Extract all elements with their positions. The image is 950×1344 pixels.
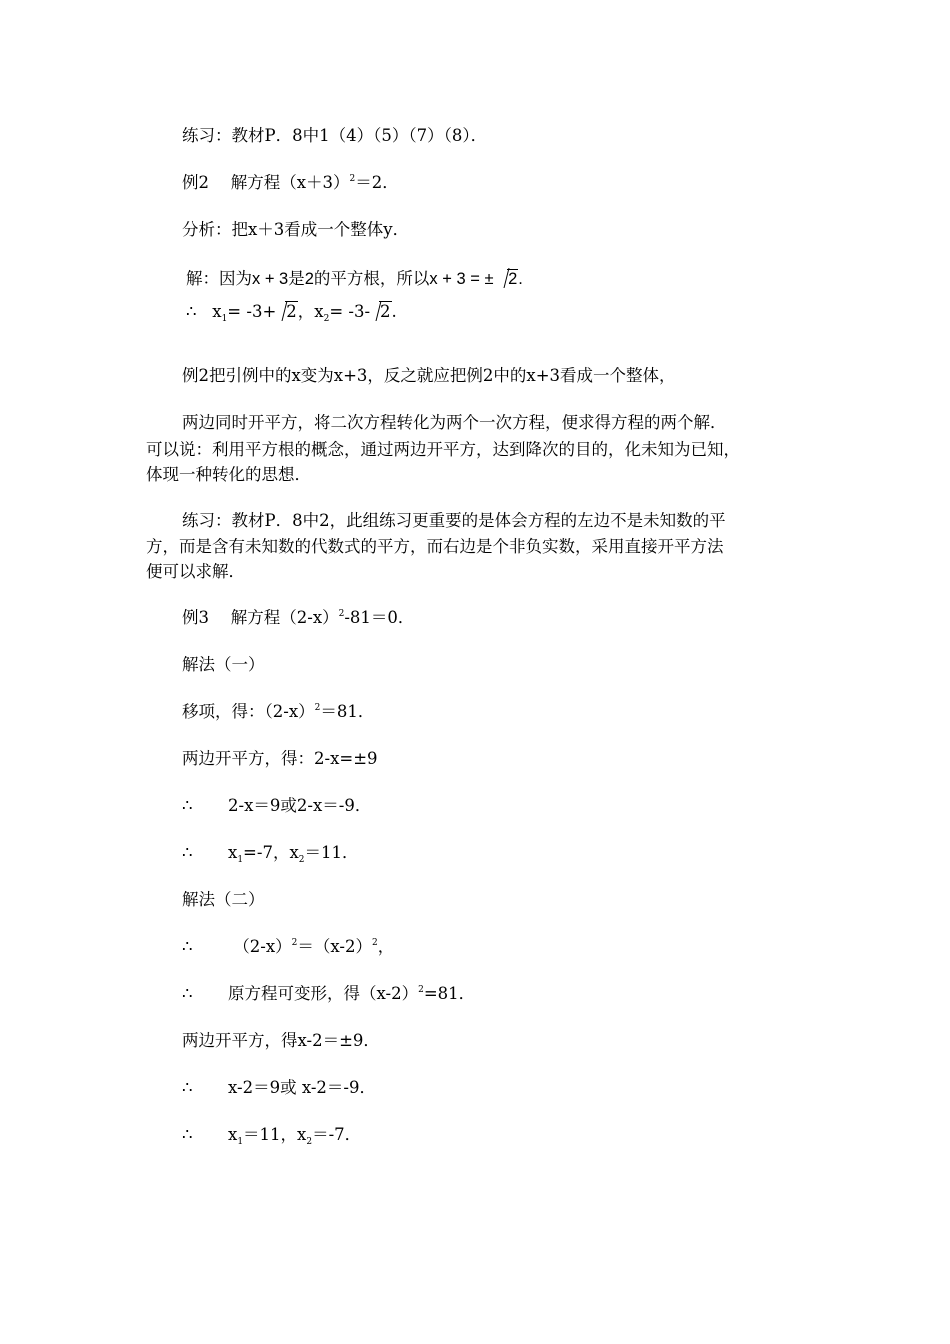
roots-line xyxy=(186,302,397,325)
text: -81＝0． xyxy=(344,608,415,627)
sqrt-symbol xyxy=(370,302,392,322)
text: 体现一种转化的思想． xyxy=(146,465,311,484)
sqrt-symbol xyxy=(498,269,518,289)
text: . xyxy=(391,302,397,321)
text: ＝11． xyxy=(304,843,359,862)
step-line xyxy=(182,1125,361,1148)
superscript: 2 xyxy=(371,938,378,948)
sqrt-symbol xyxy=(276,302,298,322)
text: ＝-7． xyxy=(312,1125,362,1144)
text: 例2 解方程（x＋3） xyxy=(182,173,350,192)
superscript: 2 xyxy=(291,938,298,948)
paragraph-line xyxy=(146,440,740,460)
text: x xyxy=(228,843,238,862)
text: 方，而是含有未知数的代数式的平方，而右边是个非负实数，采用直接开平方法 xyxy=(146,537,724,556)
superscript: 2 xyxy=(349,174,356,184)
text: 练习：教材P．8中1（4）（5）（7）（8）． xyxy=(182,126,488,145)
text: = -3- xyxy=(329,302,371,321)
step-line xyxy=(182,1078,376,1098)
subscript: 2 xyxy=(306,1137,313,1147)
text: ，x xyxy=(297,302,324,321)
step-line xyxy=(182,984,475,1007)
subscript: 1 xyxy=(237,855,244,865)
step-line xyxy=(182,1031,380,1051)
radicand: 2 xyxy=(380,302,391,321)
text: 移项，得：（2-x） xyxy=(182,702,315,721)
radicand: 2 xyxy=(508,270,518,288)
step-line xyxy=(182,796,371,816)
text: 解：因为x + 3是2的平方根，所以x + 3 = ± xyxy=(186,270,499,288)
text: x xyxy=(228,1125,238,1144)
subscript: 1 xyxy=(237,1137,244,1147)
text: . xyxy=(518,270,523,288)
text: ＝2． xyxy=(355,173,399,192)
text: 解法（二） xyxy=(182,890,265,909)
therefore-symbol: ∴ xyxy=(182,1125,193,1144)
text: =-7，x xyxy=(243,843,299,862)
text: ＝81． xyxy=(320,702,375,721)
text: 两边同时开平方，将二次方程转化为两个一次方程，便求得方程的两个解． xyxy=(182,413,727,432)
method-2-heading xyxy=(182,890,265,910)
subscript: 2 xyxy=(323,314,330,324)
analysis-line xyxy=(182,220,409,240)
example-2-heading xyxy=(182,173,399,196)
step-line xyxy=(182,937,394,960)
text: ， xyxy=(377,937,395,956)
superscript: 2 xyxy=(314,703,321,713)
text: 2-x＝9或2-x＝-9． xyxy=(228,796,372,815)
text: 可以说：利用平方根的概念，通过两边开平方，达到降次的目的，化未知为已知， xyxy=(146,440,740,459)
text: 例2把引例中的x变为x+3，反之就应把例2中的x+3看成一个整体， xyxy=(182,366,676,385)
therefore-symbol: ∴ xyxy=(182,1078,193,1097)
therefore-symbol: ∴ xyxy=(186,302,197,321)
text: x xyxy=(212,302,222,321)
subscript: 2 xyxy=(298,855,305,865)
text: 解法（一） xyxy=(182,655,265,674)
text: （2-x） xyxy=(228,937,292,956)
paragraph-line xyxy=(182,366,676,386)
subscript: 1 xyxy=(221,314,228,324)
step-line xyxy=(182,749,378,769)
text: 例3 解方程（2-x） xyxy=(182,608,339,627)
text: 分析：把x＋3看成一个整体y． xyxy=(182,220,410,239)
text: 两边开平方，得x-2＝±9． xyxy=(182,1031,380,1050)
method-1-heading xyxy=(182,655,265,675)
paragraph-line xyxy=(146,562,245,582)
text: x-2＝9或 x-2＝-9． xyxy=(228,1078,376,1097)
therefore-symbol: ∴ xyxy=(182,796,193,815)
paragraph-line xyxy=(146,537,724,557)
example-3-heading xyxy=(182,608,414,631)
solution-line xyxy=(186,269,523,289)
therefore-symbol: ∴ xyxy=(182,984,193,1003)
radicand: 2 xyxy=(286,302,297,321)
text: = -3+ xyxy=(227,302,277,321)
paragraph-line xyxy=(146,465,311,485)
practice-line-1 xyxy=(182,126,487,146)
paragraph-line xyxy=(182,413,727,433)
paragraph-line xyxy=(182,511,726,531)
text: 两边开平方，得：2-x=±9 xyxy=(182,749,378,768)
step-line xyxy=(182,702,374,725)
superscript: 2 xyxy=(338,609,345,619)
therefore-symbol: ∴ xyxy=(182,937,193,956)
text: =81． xyxy=(423,984,476,1003)
step-line xyxy=(182,843,359,866)
text: 练习：教材P．8中2，此组练习更重要的是体会方程的左边不是未知数的平 xyxy=(182,511,726,530)
text: 原方程可变形，得（x-2） xyxy=(228,984,419,1003)
text: ＝（x-2） xyxy=(297,937,372,956)
therefore-symbol: ∴ xyxy=(182,843,193,862)
text: ＝11，x xyxy=(243,1125,307,1144)
text: 便可以求解． xyxy=(146,562,245,581)
superscript: 2 xyxy=(418,985,424,995)
